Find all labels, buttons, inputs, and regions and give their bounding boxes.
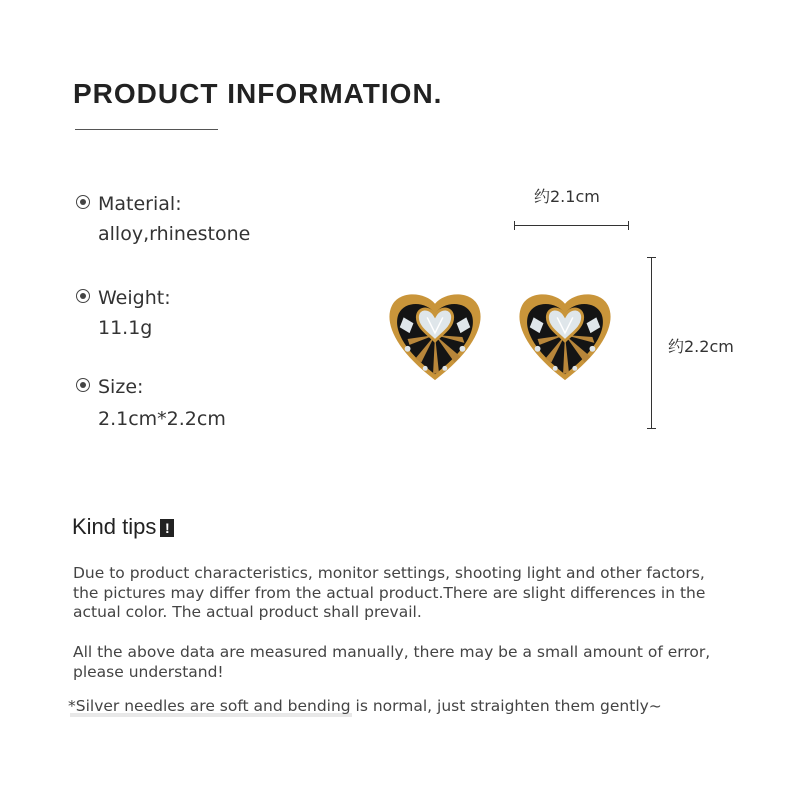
spec-value: 2.1cm*2.2cm — [98, 408, 226, 430]
exclamation-icon: ! — [160, 519, 174, 537]
width-dimension-line — [514, 225, 629, 226]
page-title: PRODUCT INFORMATION. — [73, 78, 443, 109]
height-label: 约2.2cm — [668, 337, 734, 356]
tips-paragraph-2: All the above data are measured manually, there may be a small amount of error, please understand! — [73, 643, 711, 681]
bullet-icon — [76, 378, 90, 392]
spec-value: 11.1g — [98, 317, 153, 339]
bullet-icon — [76, 289, 90, 303]
spec-size — [76, 376, 226, 430]
height-dimension-line — [651, 257, 652, 429]
kind-tips-heading — [72, 514, 174, 540]
title-underline — [75, 129, 218, 130]
spec-label: Size: — [98, 376, 144, 398]
kind-tips-title: Kind tips — [72, 514, 157, 539]
width-label: 约2.1cm — [534, 187, 600, 206]
earring-left-image — [386, 290, 484, 384]
earring-right-image — [516, 290, 614, 384]
bullet-icon — [76, 195, 90, 209]
spec-value: alloy,rhinestone — [98, 223, 251, 245]
spec-label: Material: — [98, 193, 182, 215]
needle-note: *Silver needles are soft and bending is normal, just straighten them gently~ — [68, 697, 662, 715]
tips-paragraph-1: Due to product characteristics, monitor settings, shooting light and other factors, the pictures may differ from the actual product.There are slight differences in the actual color. The actual product shall prevail. — [73, 564, 706, 621]
spec-weight — [76, 287, 171, 339]
spec-label: Weight: — [98, 287, 171, 309]
spec-material — [76, 193, 250, 245]
